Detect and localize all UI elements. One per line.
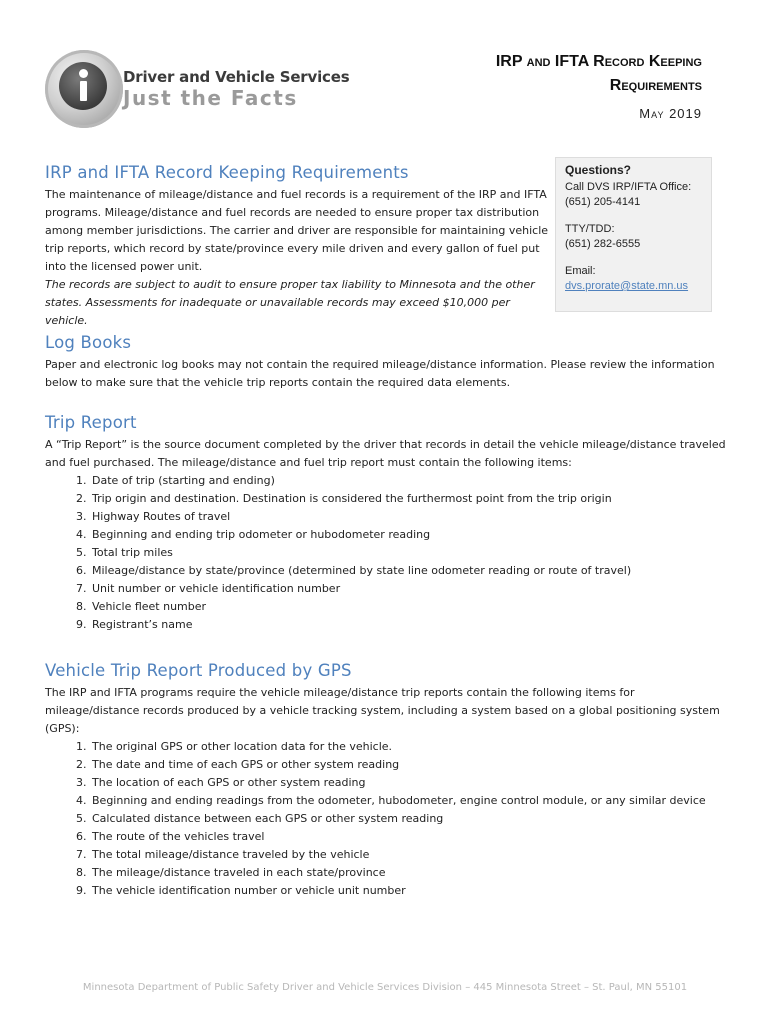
log-books-section [45, 356, 730, 392]
list-item: 6. Mileage/distance by state/province (determined by state line odometer reading or route of travel) [90, 562, 730, 580]
office-phone[interactable]: (651) 205-4141 [565, 196, 641, 208]
email-link[interactable]: dvs.prorate@state.mn.us [565, 280, 689, 292]
section-heading-trip-report: Trip Report [45, 413, 137, 432]
trip-report-section [45, 436, 730, 634]
logo-title: Driver and Vehicle Services [123, 68, 350, 86]
list-item: 1. The original GPS or other location data for the vehicle. [90, 738, 730, 756]
list-item: 2. Trip origin and destination. Destination is considered the furthermost point from the trip origin [90, 490, 730, 508]
office-label: Call DVS IRP/IFTA Office: [565, 181, 692, 193]
section-heading-record-keeping: IRP and IFTA Record Keeping Requirements [45, 163, 409, 182]
intro-section [45, 186, 555, 330]
audit-note: The records are subject to audit to ensure proper tax liability to Minnesota and the other states. Assessments for inadequate or unavailable records may exceed $10,000 per vehicle. [45, 278, 535, 327]
trip-report-paragraph: A “Trip Report” is the source document completed by the driver that records in detail the vehicle mileage/distance traveled and fuel purchased. The mileage/distance and fuel trip report must contain the following items: [45, 438, 726, 469]
section-heading-log-books: Log Books [45, 333, 132, 352]
log-books-paragraph: Paper and electronic log books may not contain the required mileage/distance information. Please review the information below to make sure that the vehicle trip reports contain the required data elements. [45, 358, 715, 389]
dvs-logo [45, 50, 350, 128]
list-item: 7. Unit number or vehicle identification number [90, 580, 730, 598]
logo-tagline: Just the Facts [123, 86, 298, 110]
document-title [496, 50, 702, 98]
list-item: 4. Beginning and ending readings from the odometer, hubodometer, engine control module, or any similar device [90, 792, 730, 810]
list-item: 4. Beginning and ending trip odometer or hubodometer reading [90, 526, 730, 544]
list-item: 3. The location of each GPS or other system reading [90, 774, 730, 792]
trip-report-list [45, 472, 730, 634]
list-item: 8. The mileage/distance traveled in each state/province [90, 864, 730, 882]
email-label: Email: [565, 265, 596, 277]
tty-label: TTY/TDD: [565, 223, 615, 235]
document-title-line2: Requirements [609, 77, 702, 94]
tty-phone[interactable]: (651) 282-6555 [565, 238, 641, 250]
gps-report-list [45, 738, 730, 900]
list-item: 7. The total mileage/distance traveled by the vehicle [90, 846, 730, 864]
questions-heading: Questions? [565, 163, 632, 177]
list-item: 3. Highway Routes of travel [90, 508, 730, 526]
intro-paragraph: The maintenance of mileage/distance and fuel records is a requirement of the IRP and IFTA programs. Mileage/distance and fuel records are needed to ensure proper tax distribution among member jurisdictions. The carrier and driver are responsible for maintaining vehicle trip reports, which record by state/province every mile driven and every gallon of fuel put into the licensed power unit. [45, 188, 549, 273]
list-item: 1. Date of trip (starting and ending) [90, 472, 730, 490]
list-item: 9. The vehicle identification number or vehicle unit number [90, 882, 730, 900]
list-item: 5. Calculated distance between each GPS or other system reading [90, 810, 730, 828]
list-item: 2. The date and time of each GPS or other system reading [90, 756, 730, 774]
list-item: 9. Registrant’s name [90, 616, 730, 634]
questions-box [555, 157, 712, 312]
list-item: 5. Total trip miles [90, 544, 730, 562]
info-icon [45, 50, 123, 128]
list-item: 6. The route of the vehicles travel [90, 828, 730, 846]
section-heading-gps-report: Vehicle Trip Report Produced by GPS [45, 661, 352, 680]
list-item: 8. Vehicle fleet number [90, 598, 730, 616]
document-title-line1: IRP and IFTA Record Keeping [495, 53, 702, 70]
page-footer: Minnesota Department of Public Safety Driver and Vehicle Services Division – 445 Minnesota Street – St. Paul, MN 55101 [82, 982, 688, 993]
gps-report-paragraph: The IRP and IFTA programs require the vehicle mileage/distance trip reports contain the following items for mileage/distance records produced by a vehicle tracking system, including a system based on a global positioning system (GPS): [45, 686, 720, 735]
document-date: May 2019 [639, 106, 702, 121]
gps-report-section [45, 684, 730, 900]
